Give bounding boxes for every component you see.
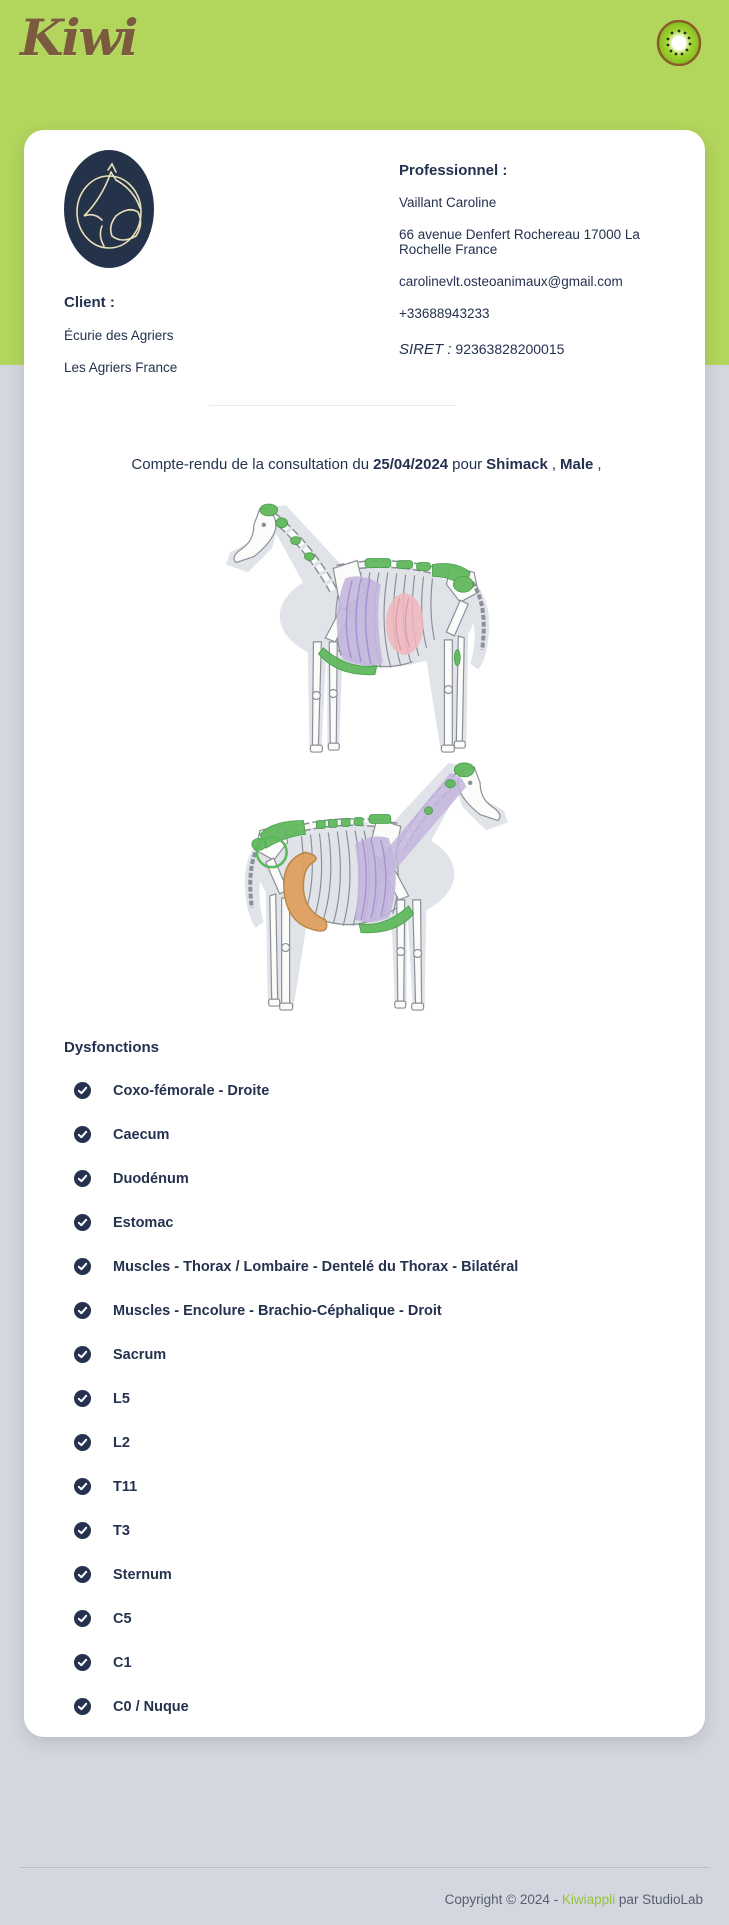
report-card: [24, 130, 705, 1737]
dysfunction-item: [64, 1522, 669, 1539]
dysfunction-item: [64, 1566, 669, 1583]
check-circle-icon: [74, 1302, 91, 1319]
dysfunction-label: Caecum: [113, 1126, 170, 1143]
check-circle-icon: [74, 1346, 91, 1363]
dysfunction-item: [64, 1126, 669, 1143]
horse-diagrams: [64, 499, 669, 1015]
card-top: [64, 150, 669, 375]
dysfunction-item: [64, 1302, 669, 1319]
client-label: Client :: [64, 294, 115, 311]
dysfunction-label: Muscles - Encolure - Brachio-Céphalique - Droit: [113, 1302, 442, 1319]
consultation-date: 25/04/2024: [373, 456, 449, 473]
dysfunction-label: Sacrum: [113, 1346, 167, 1363]
dysfunction-label: C1: [113, 1654, 132, 1671]
client-section: [64, 150, 399, 375]
check-circle-icon: [74, 1698, 91, 1715]
animal-name: Shimack: [486, 456, 548, 473]
client-name: Écurie des Agriers: [64, 328, 174, 343]
professional-name: Vaillant Caroline: [399, 195, 497, 210]
dysfunction-item: [64, 1082, 669, 1099]
horse-and-dog-logo: [64, 150, 154, 268]
check-circle-icon: [74, 1170, 91, 1187]
separator-comma: ,: [551, 456, 557, 473]
animal-sex: Male: [560, 456, 594, 473]
dysfunction-item: [64, 1170, 669, 1187]
dysfunction-item: [64, 1698, 669, 1715]
copyright-prefix: Copyright © 2024 -: [444, 1892, 559, 1907]
professional-address: 66 avenue Denfert Rochereau 17000 La Rochelle France: [399, 227, 640, 257]
kiwi-fruit-icon: [656, 20, 702, 66]
professional-section: [399, 150, 669, 358]
dysfunction-label: L2: [113, 1434, 130, 1451]
check-circle-icon: [74, 1654, 91, 1671]
client-location: Les Agriers France: [64, 360, 178, 375]
consultation-summary: [64, 456, 669, 473]
dysfunction-label: T11: [113, 1478, 138, 1495]
horse-diagram-right-side: [212, 757, 522, 1015]
dysfunctions-title: Dysfonctions: [64, 1039, 160, 1056]
separator-comma: ,: [597, 456, 602, 473]
siret-label: SIRET :: [399, 341, 452, 358]
dysfunction-item: [64, 1390, 669, 1407]
dysfunction-label: C5: [113, 1610, 132, 1627]
dysfunction-label: Duodénum: [113, 1170, 189, 1187]
check-circle-icon: [74, 1390, 91, 1407]
siret-value: 92363828200015: [455, 341, 565, 357]
page-footer: [0, 1867, 729, 1925]
dysfunction-label: L5: [113, 1390, 130, 1407]
dysfunctions-list: [64, 1082, 669, 1715]
check-circle-icon: [74, 1478, 91, 1495]
brand-logo[interactable]: Kiwi: [20, 8, 137, 67]
dysfunction-item: [64, 1258, 669, 1275]
dysfunction-item: [64, 1346, 669, 1363]
dysfunction-label: C0 / Nuque: [113, 1698, 189, 1715]
dysfunction-item: [64, 1478, 669, 1495]
professional-email: carolinevlt.osteoanimaux@gmail.com: [399, 274, 623, 289]
check-circle-icon: [74, 1082, 91, 1099]
check-circle-icon: [74, 1214, 91, 1231]
consultation-prefix: Compte-rendu de la consultation du: [131, 456, 370, 473]
footer-divider: [20, 1867, 709, 1868]
check-circle-icon: [74, 1522, 91, 1539]
check-circle-icon: [74, 1126, 91, 1143]
copyright-line: [0, 1892, 703, 1907]
dysfunction-label: T3: [113, 1522, 130, 1539]
dysfunction-label: Sternum: [113, 1566, 172, 1583]
professional-phone: +33688943233: [399, 306, 490, 321]
check-circle-icon: [74, 1610, 91, 1627]
copyright-suffix: par StudioLab: [618, 1892, 703, 1907]
dysfunction-label: Estomac: [113, 1214, 174, 1231]
dysfunction-item: [64, 1654, 669, 1671]
app-name-link[interactable]: Kiwiappli: [561, 1892, 616, 1907]
siret-line: [399, 341, 669, 358]
section-divider: [209, 405, 456, 406]
dysfunction-item: [64, 1434, 669, 1451]
dysfunction-label: Coxo-fémorale - Droite: [113, 1082, 270, 1099]
dysfunction-item: [64, 1214, 669, 1231]
professional-label: Professionnel :: [399, 162, 508, 179]
check-circle-icon: [74, 1434, 91, 1451]
dysfunction-label: Muscles - Thorax / Lombaire - Dentelé du Thorax - Bilatéral: [113, 1258, 519, 1275]
dysfunction-item: [64, 1610, 669, 1627]
consultation-pour: pour: [452, 456, 483, 473]
check-circle-icon: [74, 1566, 91, 1583]
check-circle-icon: [74, 1258, 91, 1275]
horse-diagram-left-side: [212, 499, 522, 757]
